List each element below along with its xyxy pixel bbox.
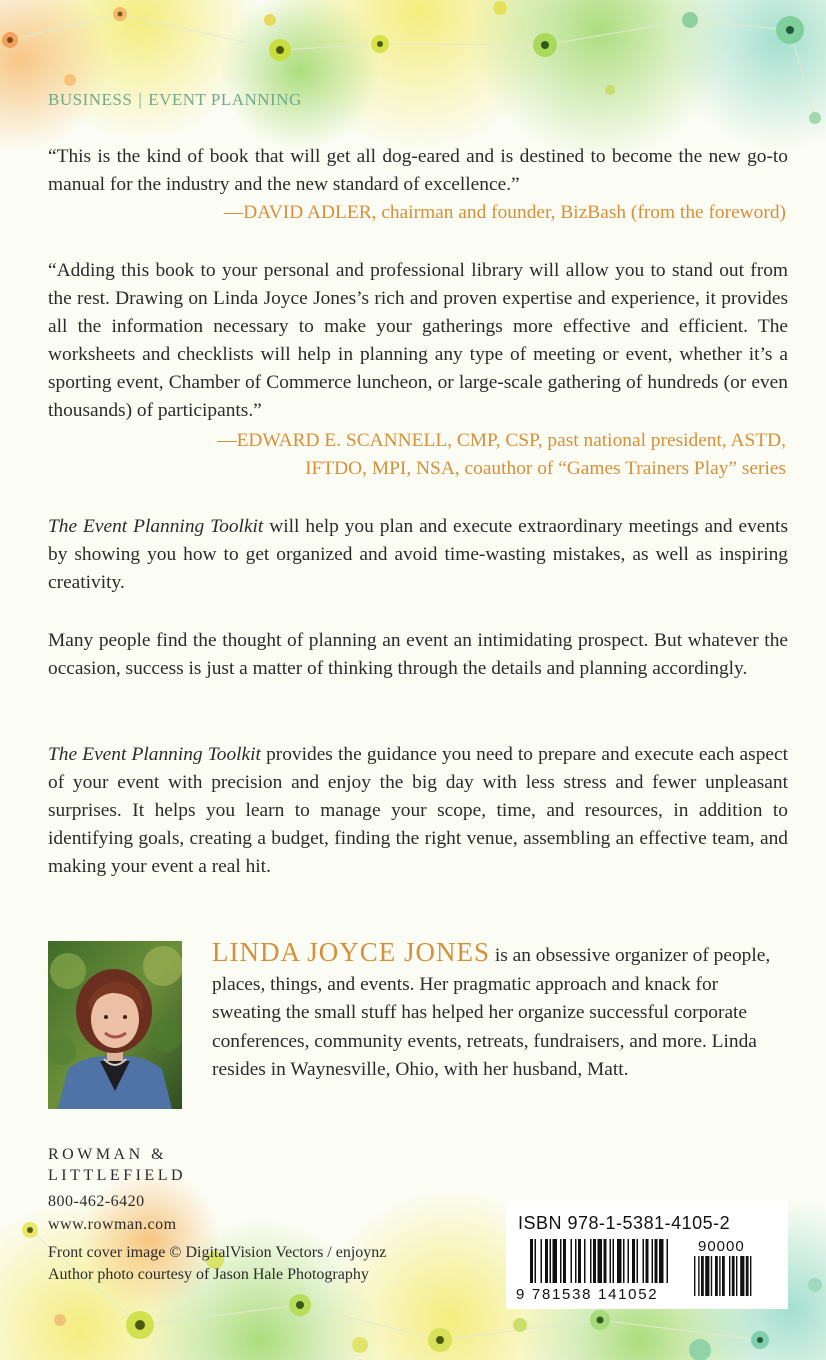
- description-paragraph-1: [48, 513, 788, 597]
- barcode-bar: [535, 1239, 537, 1283]
- barcode-addon-bar: [722, 1256, 725, 1296]
- barcode-bar: [628, 1239, 630, 1283]
- author-photo: [48, 941, 182, 1109]
- cover-credit: Front cover image © DigitalVision Vectors / enjoynz: [48, 1244, 387, 1261]
- barcode-bar: [598, 1239, 603, 1283]
- category-primary: BUSINESS: [48, 90, 133, 109]
- barcode-addon-bar: [750, 1256, 751, 1296]
- publisher-website: www.rowman.com: [48, 1216, 177, 1233]
- barcode-bar: [578, 1239, 581, 1283]
- barcode-bar: [617, 1239, 622, 1283]
- category-divider: |: [138, 90, 143, 109]
- barcode-bar: [610, 1239, 612, 1283]
- barcode-bar: [575, 1239, 577, 1283]
- quote-2-text: “Adding this book to your personal and professional library will allow you to stand out from the rest. Drawing on Linda Joyce Jones’s rich and proven expertise and experience, it provides all the information necessary to make your gatherings more effective and efficient. The worksheets and checklists will help in planning any type of meeting or event, whether it’s a sporting event, Chamber of Commerce luncheon, or large-scale gathering of hundreds (or even thousands) of participants.”: [48, 260, 788, 421]
- barcode-bar: [667, 1239, 669, 1283]
- author-bio-text: is an obsessive organizer of people, places, things, and events. Her pragmatic approach and knack for sweating the small stuff has helped her organize successful corporate conferences, community events, retreats, fundraisers, and more. Linda resides in Waynesville, Ohio, with her husband, Matt.: [212, 945, 771, 1080]
- book-title: The Event Planning Toolkit: [48, 516, 264, 537]
- barcode-addon-bar: [694, 1256, 695, 1296]
- barcode-addon-bar: [719, 1256, 720, 1296]
- barcode-bar: [563, 1239, 566, 1283]
- barcode-bar: [652, 1239, 654, 1283]
- quote-2-attribution-line1: —EDWARD E. SCANNELL, CMP, CSP, past national president, ASTD,: [217, 430, 786, 451]
- barcode-bar: [637, 1239, 639, 1283]
- barcode-addon-bar: [736, 1256, 737, 1296]
- barcode-bar: [655, 1239, 658, 1283]
- author-bio: [212, 938, 788, 1085]
- barcode-bar: [604, 1239, 607, 1283]
- photo-credit: Author photo courtesy of Jason Hale Photography: [48, 1266, 369, 1283]
- barcode-addon-bar: [732, 1256, 735, 1296]
- publisher-name-line2: LITTLEFIELD: [48, 1167, 187, 1184]
- author-name: LINDA JOYCE JONES: [212, 937, 491, 967]
- isbn-label: ISBN 978-1-5381-4105-2: [518, 1213, 731, 1233]
- publisher-name-line1: ROWMAN &: [48, 1146, 168, 1163]
- category-label: [48, 90, 302, 110]
- barcode-bar: [584, 1239, 586, 1283]
- description-paragraph-2: [48, 627, 788, 683]
- barcode-addon-bar: [711, 1256, 712, 1296]
- barcode: [506, 1201, 788, 1309]
- barcode-bar: [541, 1239, 543, 1283]
- barcode-bar: [553, 1239, 558, 1283]
- barcode-bar: [632, 1239, 635, 1283]
- barcode-bar: [550, 1239, 552, 1283]
- credits: [48, 1242, 386, 1286]
- description-1-text: will help you plan and execute extraordinary meetings and events by showing you how to get organized and avoid time-wasting mistakes, as well as inspiring creativity.: [48, 516, 788, 593]
- publisher-phone: 800-462-6420: [48, 1193, 145, 1210]
- barcode-bar: [530, 1239, 533, 1283]
- description-paragraph-3: [48, 741, 788, 881]
- quote-2-attribution-line2: IFTDO, MPI, NSA, coauthor of “Games Trainers Play” series: [305, 458, 786, 479]
- barcode-bar: [659, 1239, 664, 1283]
- book-title: The Event Planning Toolkit: [48, 744, 261, 765]
- barcode-bar: [623, 1239, 625, 1283]
- barcode-addon-bar: [715, 1256, 718, 1296]
- barcode-addon-bar: [746, 1256, 749, 1296]
- description-3-text: provides the guidance you need to prepare and execute each aspect of your event with precision and enjoy the big day with less stress and fewer unpleasant surprises. It helps you learn to manage your scope, time, and resources, in addition to identifying goals, creating a budget, finding the right venue, assembling an effective team, and making your event a real hit.: [48, 744, 789, 877]
- barcode-addon-number: 90000: [698, 1238, 745, 1255]
- barcode-addon-bar: [698, 1256, 699, 1296]
- category-secondary: EVENT PLANNING: [148, 90, 302, 109]
- barcode-addon-bar: [729, 1256, 730, 1296]
- barcode-bar: [571, 1239, 573, 1283]
- barcode-addon-bar: [705, 1256, 709, 1296]
- publisher-block: [48, 1144, 186, 1236]
- barcode-bar: [646, 1239, 649, 1283]
- quote-1-text: “This is the kind of book that will get all dog-eared and is destined to become the new go-to manual for the industry and the new standard of excellence.”: [48, 146, 788, 195]
- barcode-bar: [593, 1239, 596, 1283]
- barcode-addon-bar: [701, 1256, 704, 1296]
- barcode-bar: [613, 1239, 615, 1283]
- barcode-bar: [590, 1239, 592, 1283]
- barcode-number: 9 781538 141052: [516, 1286, 659, 1303]
- quote-1-attribution: —DAVID ADLER, chairman and founder, BizBash (from the foreword): [223, 202, 786, 223]
- barcode-bar: [560, 1239, 562, 1283]
- barcode-bar: [545, 1239, 548, 1283]
- barcode-addon-bar: [740, 1256, 744, 1296]
- barcode-bar: [643, 1239, 645, 1283]
- description-2-text: Many people find the thought of planning an event an intimidating prospect. But whatever the occasion, success is just a matter of thinking through the details and planning accordingly.: [48, 630, 788, 679]
